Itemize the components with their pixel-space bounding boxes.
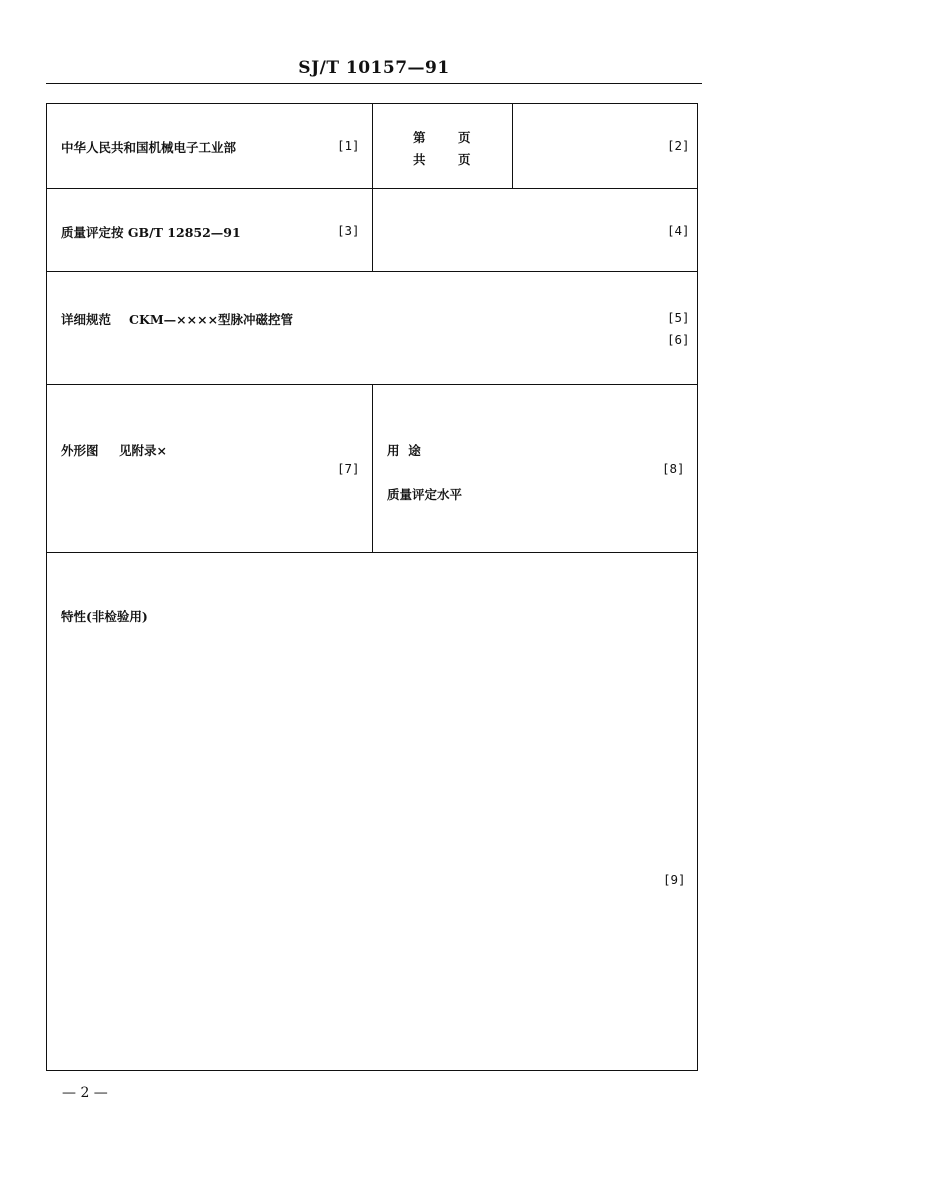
field-ref-1: [1] xyxy=(337,138,360,153)
usage-label: 用 途 xyxy=(387,443,421,458)
page-label: 第 xyxy=(413,130,426,145)
total-pages-label: 共 xyxy=(413,152,426,167)
total-pages-unit: 页 xyxy=(458,152,471,167)
page-number: — 2 — xyxy=(62,1085,108,1101)
quality-level-label: 质量评定水平 xyxy=(387,487,463,502)
issuing-authority-label: 中华人民共和国机械电子工业部 xyxy=(61,140,237,155)
field-ref-6: [6] xyxy=(667,332,690,347)
detail-spec-prefix: 详细规范 xyxy=(61,312,112,327)
field-ref-9: [9] xyxy=(663,872,686,887)
field-ref-2: [2] xyxy=(667,138,690,153)
field-ref-4: [4] xyxy=(667,223,690,238)
specification-form xyxy=(46,103,698,1071)
quality-assessment-basis-label: 质量评定按 GB/T 12852—91 xyxy=(61,225,241,240)
characteristics-label: 特性(非检验用) xyxy=(61,609,148,624)
field-ref-5: [5] xyxy=(667,310,690,325)
col-divider-page-info xyxy=(512,104,513,188)
col-divider-top xyxy=(372,104,373,272)
field-ref-7: [7] xyxy=(337,461,360,476)
row-divider-4 xyxy=(47,552,697,553)
detail-spec-name: CKM—××××型脉冲磁控管 xyxy=(129,312,294,327)
field-ref-8: [8] xyxy=(662,461,685,476)
outline-drawing-label: 外形图 xyxy=(61,443,99,458)
field-ref-3: [3] xyxy=(337,223,360,238)
header-rule xyxy=(46,83,702,84)
outline-drawing-value: 见附录× xyxy=(119,443,167,458)
document-standard-number: SJ/T 10157—91 xyxy=(298,58,450,78)
page-unit: 页 xyxy=(458,130,471,145)
col-divider-middle xyxy=(372,384,373,552)
